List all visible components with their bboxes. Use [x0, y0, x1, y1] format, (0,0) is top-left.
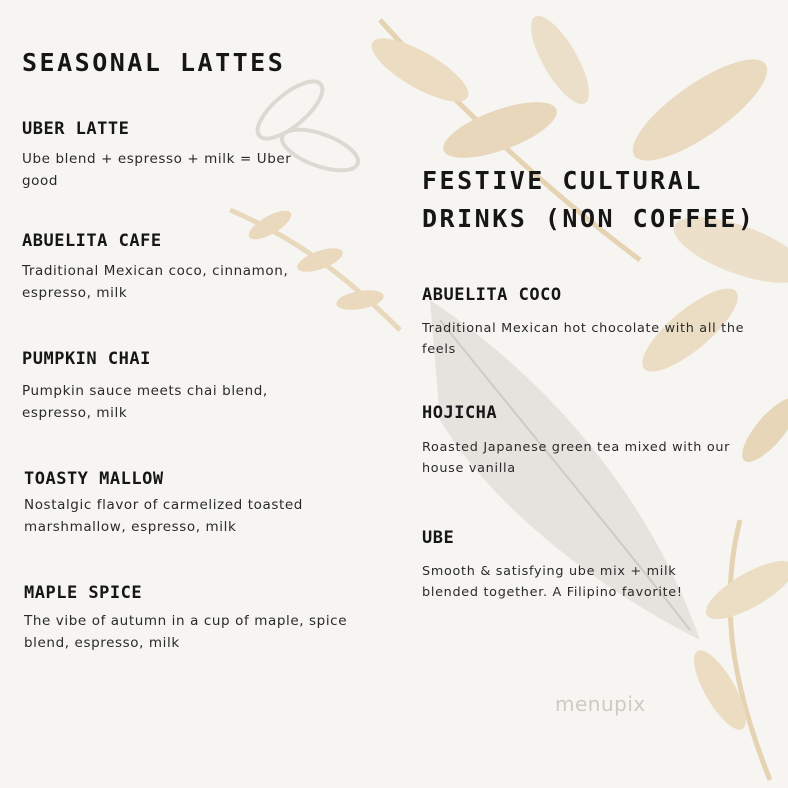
item-desc-abuelita-coco: Traditional Mexican hot chocolate with all the feels: [422, 321, 745, 357]
item-desc-uber-latte: Ube blend + espresso + milk = Uber good: [22, 151, 292, 189]
item-name-abuelita-coco: ABUELITA COCO: [422, 285, 562, 305]
item-desc-pumpkin-chai: Pumpkin sauce meets chai blend, espresso, milk: [22, 383, 268, 421]
item-desc-toasty-mallow: Nostalgic flavor of carmelized toasted marshmallow, espresso, milk: [24, 497, 303, 535]
item-name-toasty-mallow: TOASTY MALLOW: [24, 469, 164, 489]
leaf-shape: [685, 644, 756, 737]
menupix-watermark: menupix: [555, 692, 646, 716]
leaf-shape: [363, 27, 476, 113]
item-desc-ube: Smooth & satisfying ube mix + milk blended together. A Filipino favorite!: [422, 564, 683, 600]
leaf-shape: [520, 8, 599, 112]
leaf-shape: [620, 43, 781, 177]
branch-stem: [730, 520, 770, 780]
item-name-uber-latte: UBER LATTE: [22, 119, 130, 139]
item-name-abuelita-cafe: ABUELITA CAFE: [22, 231, 162, 251]
item-name-ube: UBE: [422, 528, 455, 548]
item-desc-abuelita-cafe: Traditional Mexican coco, cinnamon, espresso, milk: [22, 263, 289, 301]
seasonal-lattes-title: SEASONAL LATTES: [22, 48, 286, 77]
festive-drinks-title: FESTIVE CULTURAL DRINKS (NON COFFEE): [422, 166, 756, 233]
petal-shape: [249, 72, 331, 148]
item-desc-hojicha: Roasted Japanese green tea mixed with our house vanilla: [422, 440, 731, 476]
item-name-pumpkin-chai: PUMPKIN CHAI: [22, 349, 151, 369]
item-name-hojicha: HOJICHA: [422, 403, 498, 423]
item-name-maple-spice: MAPLE SPICE: [24, 583, 143, 603]
item-desc-maple-spice: The vibe of autumn in a cup of maple, spice blend, espresso, milk: [24, 613, 348, 651]
